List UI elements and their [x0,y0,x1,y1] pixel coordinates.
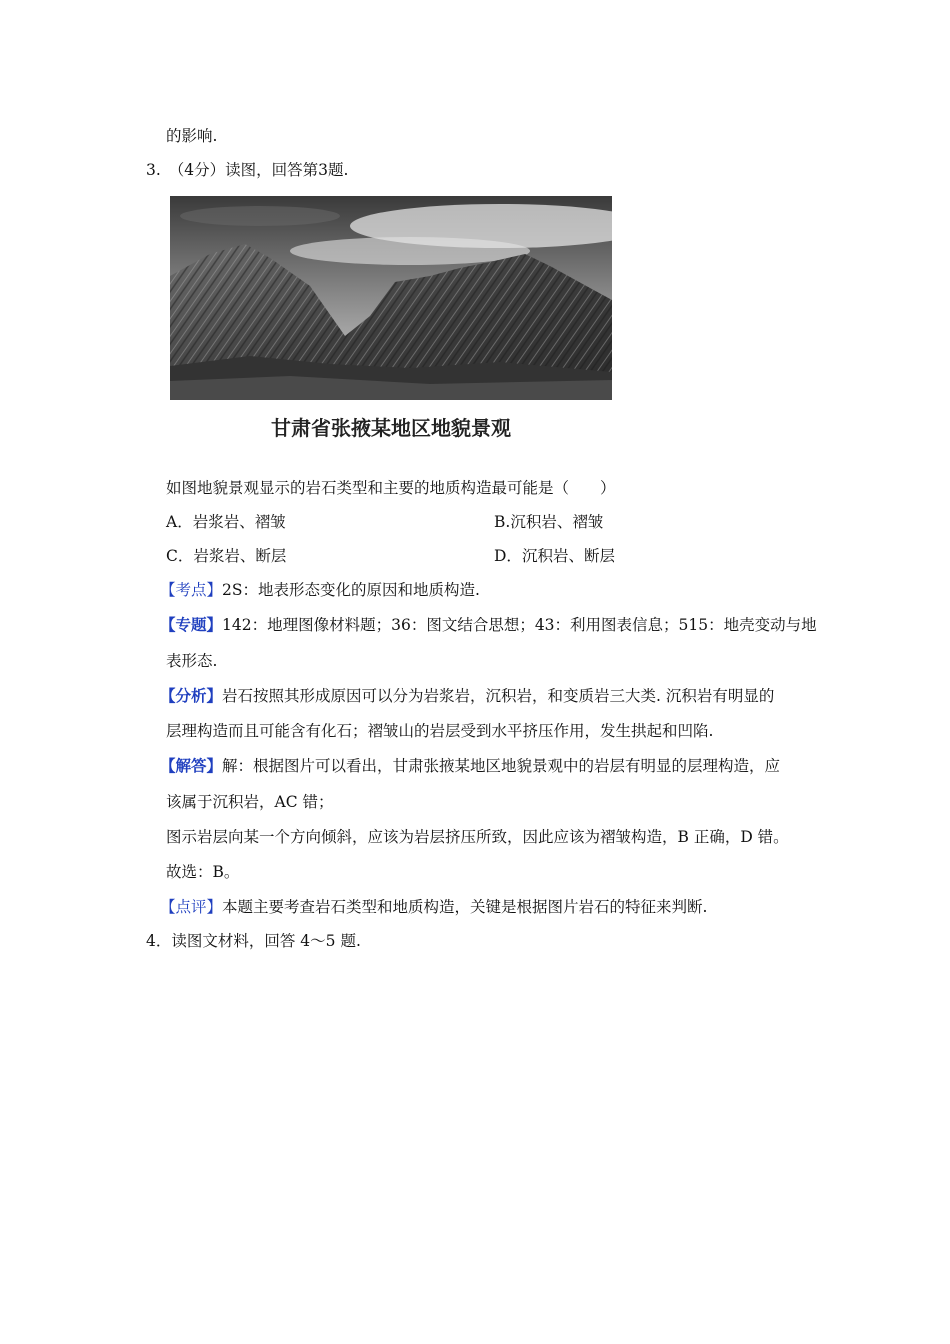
question-3-header [146,160,348,180]
continuation-text: 的影响. [166,127,218,145]
fenxi-line-1: 【分析】岩石按照其形成原因可以分为岩浆岩，沉积岩，和变质岩三大类. 沉积岩有明显的 [160,686,775,705]
landscape-photo [170,196,612,400]
zhuanti-line-2: 表形态. [166,652,218,670]
jieda-tag: 【解答】 [160,756,223,775]
dianping-line: 【点评】本题主要考查岩石类型和地质构造，关键是根据图片岩石的特征来判断. [160,898,708,916]
kaodian-line: 【考点】2S：地表形态变化的原因和地质构造. [160,581,480,599]
dianping-tag: 【点评】 [160,898,223,916]
image-caption: 甘肃省张掖某地区地貌景观 [271,416,511,440]
option-d: D．沉积岩、断层 [494,547,615,565]
option-c: C．岩浆岩、断层 [166,547,287,565]
option-b: B.沉积岩、褶皱 [494,513,604,531]
fenxi-tag: 【分析】 [160,686,223,705]
jieda-line-1: 【解答】解：根据图片可以看出，甘肃张掖某地区地貌景观中的岩层有明显的层理构造，应 [160,756,781,775]
question-number: 3. [146,161,161,179]
question-4-header: 4．读图文材料，回答 4～5 题. [146,932,361,950]
option-a: A．岩浆岩、褶皱 [166,513,286,531]
fenxi-line-2: 层理构造而且可能含有化石；褶皱山的岩层受到水平挤压作用，发生拱起和凹陷. [166,722,714,740]
jieda-line-3: 图示岩层向某一个方向倾斜，应该为岩层挤压所致，因此应该为褶皱构造，B 正确，D 错。 [166,828,789,846]
jieda-line-4: 故选：B。 [166,863,240,881]
question-header-text: （4分）读图，回答第3题. [168,161,349,179]
zhuanti-line-1: 【专题】142：地理图像材料题；36：图文结合思想；43：利用图表信息；515：地壳变动与地 [160,615,817,634]
jieda-line-2: 该属于沉积岩，AC 错； [166,793,334,811]
question-stem: 如图地貌景观显示的岩石类型和主要的地质构造最可能是（ ） [166,479,616,497]
zhuanti-tag: 【专题】 [160,615,223,634]
kaodian-tag: 【考点】 [160,581,223,599]
